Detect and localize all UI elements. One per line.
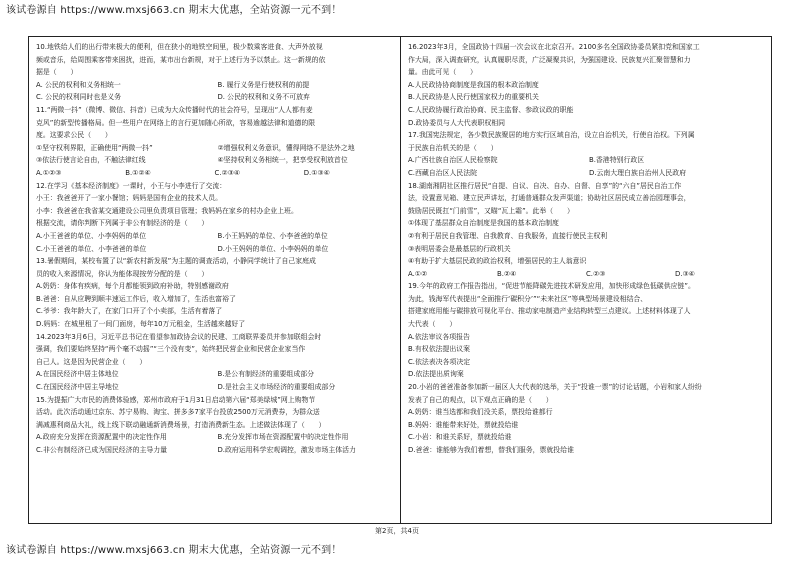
question-stem: 13.暑假期间，某校布置了以“新农村新发展”为主题的调查活动，小静同学统计了自己家庭成	[36, 257, 316, 266]
question-15	[36, 394, 393, 457]
question-stem: 自己人。这是因为民营企业（ ）	[36, 357, 147, 366]
question-stem: 强调，我们要始终坚持“两个毫不动摇”“三个没有变”，始终把民营企业和民营企业家当作	[36, 345, 306, 354]
statement-4: ④坚持权利义务相统一，把享受权利放首位	[217, 156, 348, 165]
banner-bottom: 该试卷源自 https://www.mxsj663.cn 期末大优惠，全站资源一元不到！	[6, 545, 342, 556]
question-20	[408, 381, 764, 457]
option-c: C.小岩：和谁关系好，票就投给谁	[408, 433, 512, 442]
option-a: A.政府充分发挥在资源配置中的决定性作用	[36, 433, 167, 442]
question-stem: 于民族自治机关的是（ ）	[408, 143, 498, 152]
option-b: B.香港特别行政区	[589, 156, 645, 165]
option-c: C.人民政协履行政治协商、民主监督、参政议政的职能	[408, 105, 574, 114]
option-a: A.在国民经济中居主体地位	[36, 370, 119, 379]
option-d: D.妈妈：在城里租了一间门面房，每年10万元租金，生活越来越好了	[36, 320, 246, 329]
statement-2: ②有利于居民自我管理、自我教育、自我服务，直接行使民主权利	[408, 231, 608, 240]
question-stem: 11.“两微一抖”（微博、微信、抖音）已成为大众传播时代的社会符号，呈现出“人人都有麦	[36, 105, 313, 114]
option-d: D. 公民的权利和义务不可放弃	[217, 93, 310, 102]
statement-1: ①坚守权利界限，正确使用“两微一抖”	[36, 143, 153, 152]
option-a: A.广西壮族自治区人民检察院	[408, 156, 498, 165]
question-12	[36, 180, 393, 256]
option-c: C.爷爷：我年龄大了，在家门口开了个小卖部，生活有着落了	[36, 307, 223, 316]
option-d: D.依法提出质询案	[408, 370, 464, 379]
question-stem: 据是（ ）	[36, 68, 78, 77]
question-10	[36, 41, 393, 104]
question-stem: 频或音乐，给周围乘客带来困扰，进而，某市出台新规，对于上述行为予以禁止。这一新规的依	[36, 55, 326, 64]
question-stem: 量。由此可见（ ）	[408, 68, 477, 77]
option-c: C. 公民的权利同时也是义务	[36, 93, 121, 102]
question-stem: 法，设置意见箱、建立民声讲坛，打通普通群众发声渠道；协助社区居民成立善治园理事会，	[408, 194, 691, 203]
option-b: B.爸爸：自从应聘到顺丰速运工作后，收入增加了，生活也富裕了	[36, 294, 236, 303]
question-stem: 15.为提振广大市民的消费体验感，郑州市政府于1月31日启动第六届“郑美绿城”网上购物节	[36, 395, 316, 404]
option-a: A.小王爸爸的单位、小李妈妈的单位	[36, 231, 147, 240]
option-a: A. 公民的权利和义务相统一	[36, 80, 121, 89]
option-b: B.是公有制经济的重要组成部分	[217, 370, 314, 379]
question-stem: 搭建家庭用能与碳排放可视化平台、推动家电制造产业结构转型三点建议。上述材料体现了人	[408, 307, 691, 316]
option-c: C.在国民经济中居主导地位	[36, 383, 119, 392]
question-stem: 19.今年的政府工作报告指出，“促进节能降碳先进技术研发应用，加快形成绿色低碳供应链”。	[408, 282, 695, 291]
question-stem: 10.地铁给人们的出行带来极大的便利，但在狭小的地铁空间里，极少数乘客进食、大声外放视	[36, 43, 323, 51]
option-c: C.西藏自治区人民法院	[408, 168, 478, 177]
question-stem: 20.小岩的爸爸准备参加新一届区人大代表的选举，关于“投谁一票”的讨论话题，小岩和家人纷纷	[408, 383, 702, 392]
question-stem: 发表了自己的观点，以下观点正确的是（ ）	[408, 395, 553, 404]
question-stem: 根据交流，请你判断下列属于非公有制经济的是（ ）	[36, 219, 209, 228]
option-b: B.小王妈妈的单位、小李爸爸的单位	[217, 231, 328, 240]
option-d: D.云南大理白族自治州人民政府	[589, 168, 687, 177]
option-c: C.②③	[586, 269, 606, 278]
statement-4: ④有助于扩大基层民政的政治权利，增强居民的主人翁意识	[408, 257, 587, 266]
option-d: D.①③④	[303, 168, 330, 177]
question-18	[408, 180, 764, 281]
question-stem: 鼓励居民既扛“门前雪”，又瞄“瓦上霜”。此举（ ）	[408, 206, 574, 215]
question-stem: 作大局，深入调查研究，认真履职尽责，广泛凝聚共识，为强国建设、民族复兴汇聚智慧和力	[408, 55, 691, 64]
question-stem: 16.2023年3月，全国政协十四届一次会议在北京召开。2100多名全国政协委员紧扣党和国家工	[408, 43, 700, 51]
left-column	[29, 37, 400, 523]
option-d: D.政协委员与人大代表职权相同	[408, 118, 506, 127]
question-stem: 14.2023年3月6日，习近平总书记在看望参加政协会议的民建、工商联界委员并参加联组会时	[36, 332, 322, 341]
option-a: A.奶奶：谁当选都和我们没关系，票投给谁都行	[408, 408, 553, 417]
question-stem: 员的收入来源情况，你认为能体现按劳分配的是（ ）	[36, 269, 209, 278]
question-stem: 度。这要求公民（ ）	[36, 131, 112, 140]
banner-top: 该试卷源自 https://www.mxsj663.cn 期末大优惠，全站资源一元不到！	[6, 5, 342, 16]
option-b: B.人民政协是人民行使国家权力的重要机关	[408, 93, 539, 102]
question-11	[36, 104, 393, 180]
statement-1: ①体现了基层群众自治制度是我国的基本政治制度	[408, 219, 559, 228]
question-stem: 小王：我爸爸开了一家小餐馆；妈妈是国有企业的技术人员。	[36, 194, 223, 203]
statement-3: ③依法行使言论自由，不触法律红线	[36, 156, 146, 165]
option-a: A.①②③	[36, 168, 62, 177]
question-stem: 活动。此次活动通过京东、苏宁易购、淘宝、拼多多7家平台投放2500万元消费券，为群众送	[36, 408, 320, 417]
option-b: B. 履行义务是行使权利的前提	[217, 80, 310, 89]
option-c: C.依法表决各项决定	[408, 357, 471, 366]
option-c: C.②③④	[214, 168, 241, 177]
question-14	[36, 331, 393, 394]
option-a: A.①②	[408, 269, 428, 278]
option-a: A.依法审议各项报告	[408, 332, 470, 341]
statement-2: ②增强权利义务意识，懂得网络不是法外之地	[217, 143, 355, 152]
question-stem: 17.我国宪法规定，各少数民族聚居的地方实行区域自治，设立自治机关，行使自治权。下列属	[408, 131, 695, 140]
option-b: B.①②④	[125, 168, 151, 177]
option-a: A.人民政协协商制度是我国的根本政治制度	[408, 80, 539, 89]
option-b: B.②④	[497, 269, 517, 278]
question-stem: 大代表（ ）	[408, 320, 457, 329]
option-b: B.有权依法提出议案	[408, 345, 471, 354]
question-stem: 12.在学习《基本经济制度》一课时，小王与小李进行了交流：	[36, 181, 227, 190]
question-16	[408, 41, 764, 129]
option-d: D.政府运用科学宏观调控，激发市场主体活力	[217, 446, 356, 454]
option-d: D.是社会主义市场经济的重要组成部分	[217, 383, 336, 392]
option-d: D.小王妈妈的单位、小李妈妈的单位	[217, 244, 329, 253]
question-17	[408, 129, 764, 179]
question-stem: 为此，钱海军代表提出“全面推行‘碳积分’”“未来社区”等典型场景建设相结合、	[408, 294, 648, 303]
option-d: D.爸爸：谁能够为我们着想，替我们服务，票就投给谁	[408, 446, 574, 454]
question-stem: 小李：我爸爸在我省某交通建设公司里负责项目管理；我妈妈在家乡的村办企业上班。	[36, 206, 298, 215]
question-stem: 克风”的新型传播格局。但一些用户在网络上的言行更加随心所欲，容易逾越法律和道德的限	[36, 118, 316, 127]
option-a: A.奶奶：身体有疾病，每个月都能领到政府补助，特别感谢政府	[36, 282, 229, 291]
page-number: 第2页，共4页	[375, 527, 419, 535]
option-d: D.③④	[675, 269, 695, 278]
exam-page	[28, 36, 772, 524]
option-c: C.非公有制经济已成为国民经济的主导力量	[36, 446, 168, 454]
option-b: B.充分发挥市场在资源配置中的决定性作用	[217, 433, 349, 442]
option-b: B.妈妈：谁能带来好处，票就投给谁	[408, 420, 519, 429]
question-13	[36, 255, 393, 331]
right-column	[400, 37, 771, 523]
question-stem: 18.湖南湘阴社区推行居民“自提、自议、自决、自办、自督、自享”的“六自”居民自治工作	[408, 181, 682, 190]
statement-3: ③表明居委会是最基层的行政机关	[408, 244, 511, 253]
question-19	[408, 280, 764, 381]
option-c: C.小王爸爸的单位、小李爸爸的单位	[36, 244, 147, 253]
question-stem: 满减惠利商品大礼，线上线下联动融通新消费场景，打造消费新生态。上述做法体现了（ ）	[36, 420, 326, 429]
